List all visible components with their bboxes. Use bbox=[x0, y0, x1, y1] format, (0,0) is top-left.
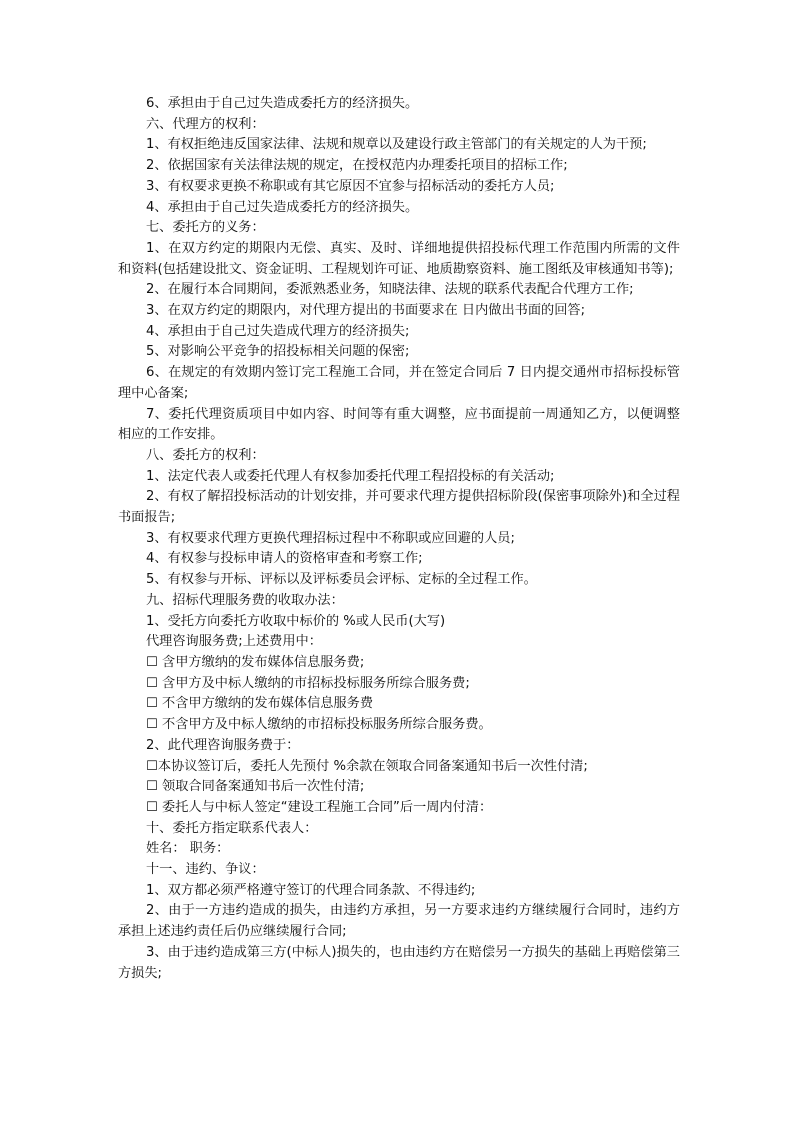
section-heading: 十、委托方指定联系代表人： bbox=[146, 820, 318, 836]
paragraph: 2、依据国家有关法律法规的规定，在授权范内办理委托项目的招标工作; bbox=[146, 158, 568, 174]
paragraph: 3、在双方约定的期限内，对代理方提出的书面要求在 日内做出书面的回答; bbox=[146, 303, 586, 319]
checkbox-item: ☐本协议签订后，委托人先预付 %余款在领取合同备案通知书后一次性付清; bbox=[146, 758, 588, 774]
section-heading: 六、代理方的权利： bbox=[146, 116, 265, 132]
checkbox-item: ☐ 不含甲方及中标人缴纳的市招标投标服务所综合服务费。 bbox=[146, 717, 492, 733]
checkbox-item: ☐ 领取合同备案通知书后一次性付清; bbox=[146, 779, 365, 795]
checkbox-item: ☐ 含甲方缴纳的发布媒体信息服务费; bbox=[146, 654, 365, 670]
paragraph: 1、双方都必须严格遵守签订的代理合同条款、不得违约; bbox=[146, 882, 476, 898]
paragraph: 4、承担由于自己过失造成代理方的经济损失; bbox=[146, 323, 410, 339]
paragraph: 5、对影响公平竞争的招投标相关问题的保密; bbox=[146, 344, 410, 360]
paragraph: 1、有权拒绝违反国家法律、法规和规章以及建设行政主管部门的有关规定的人为干预; bbox=[146, 137, 647, 153]
section-heading: 八、委托方的权利： bbox=[146, 447, 265, 463]
paragraph: 1、受托方向委托方收取中标价的 %或人民币(大写) bbox=[146, 613, 446, 629]
paragraph: 2、在履行本合同期间，委派熟悉业务，知晓法律、法规的联系代表配合代理方工作; bbox=[146, 282, 634, 298]
paragraph: 5、有权参与开标、评标以及评标委员会评标、定标的全过程工作。 bbox=[146, 572, 537, 588]
checkbox-item: ☐ 委托人与中标人签定“建设工程施工合同”后一周内付清： bbox=[146, 799, 493, 815]
paragraph: 7、委托代理资质项目中如内容、时间等有重大调整，应书面提前一周通知乙方，以便调整相应的工作安排。 bbox=[118, 406, 680, 443]
paragraph: 3、有权要求代理方更换代理招标过程中不称职或应回避的人员; bbox=[146, 530, 515, 546]
paragraph: 4、有权参与投标申请人的资格审查和考察工作; bbox=[146, 551, 423, 567]
checkbox-item: ☐ 不含甲方缴纳的发布媒体信息服务费 bbox=[146, 696, 374, 712]
paragraph: 2、有权了解招投标活动的计划安排，并可要求代理方提供招标阶段(保密事项除外)和全过程书面报告; bbox=[118, 489, 680, 526]
paragraph: 6、在规定的有效期内签订完工程施工合同，并在签定合同后 7 日内提交通州市招标投标管理中心备案; bbox=[118, 365, 680, 401]
paragraph: 代理咨询服务费;上述费用中： bbox=[146, 634, 322, 650]
paragraph: 1、在双方约定的期限内无偿、真实、及时、详细地提供招投标代理工作范围内所需的文件和资料(包括建设批文、资金证明、工程规划许可证、地质勘察资料、施工图纸及审核通知书等); bbox=[118, 240, 680, 277]
paragraph: 2、由于一方违约造成的损失，由违约方承担，另一方要求违约方继续履行合同时，违约方承担上述违约责任后仍应继续履行合同; bbox=[118, 903, 680, 940]
checkbox-item: ☐ 含甲方及中标人缴纳的市招标投标服务所综合服务费; bbox=[146, 675, 470, 691]
document-body bbox=[118, 94, 680, 984]
paragraph: 4、承担由于自己过失造成委托方的经济损失。 bbox=[146, 199, 419, 215]
paragraph: 1、法定代表人或委托代理人有权参加委托代理工程招投标的有关活动; bbox=[146, 468, 555, 484]
paragraph: 6、承担由于自己过失造成委托方的经济损失。 bbox=[146, 96, 419, 111]
paragraph: 姓名： 职务： bbox=[146, 841, 230, 857]
paragraph: 2、此代理咨询服务费于： bbox=[146, 737, 300, 753]
section-heading: 十一、违约、争议： bbox=[146, 862, 265, 878]
paragraph: 3、由于违约造成第三方(中标人)损失的，也由违约方在赔偿另一方损失的基础上再赔偿第三方损失; bbox=[118, 944, 680, 981]
paragraph: 3、有权要求更换不称职或有其它原因不宜参与招标活动的委托方人员; bbox=[146, 178, 555, 194]
section-heading: 九、招标代理服务费的收取办法： bbox=[146, 592, 344, 608]
section-heading: 七、委托方的义务： bbox=[146, 220, 265, 236]
